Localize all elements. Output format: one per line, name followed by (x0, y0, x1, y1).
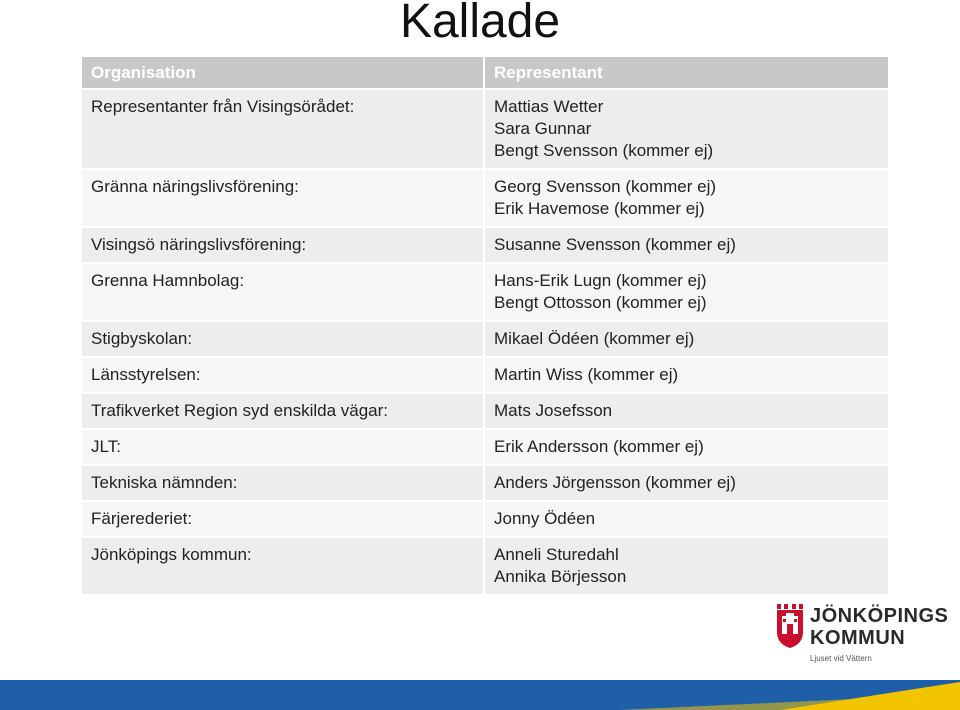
representant-name: Mikael Ödéen (kommer ej) (494, 329, 695, 348)
table-row (81, 263, 889, 321)
organisation-cell: Tekniska nämnden: (81, 465, 484, 501)
representant-name: Martin Wiss (kommer ej) (494, 365, 679, 384)
representant-name: Erik Andersson (kommer ej) (494, 437, 704, 456)
representant-name: Bengt Ottosson (kommer ej) (494, 293, 707, 312)
logo-tagline: Ljuset vid Vättern (810, 654, 872, 663)
representant-name: Mats Josefsson (494, 401, 613, 420)
organisation-cell: Färjerederiet: (81, 501, 484, 537)
representant-name: Bengt Svensson (kommer ej) (494, 141, 714, 160)
representant-cell (484, 89, 889, 169)
representant-cell (484, 321, 889, 357)
organisation-cell: Representanter från Visingsörådet: (81, 89, 484, 169)
logo-line-2: KOMMUN (810, 627, 906, 649)
table-row (81, 501, 889, 537)
representant-name: Anneli Sturedahl (494, 545, 619, 564)
representant-cell (484, 501, 889, 537)
coat-of-arms-icon (776, 604, 804, 648)
header-representant: Representant (484, 56, 889, 89)
representant-name: Sara Gunnar (494, 119, 592, 138)
table-row (81, 393, 889, 429)
representant-name: Mattias Wetter (494, 97, 604, 116)
organisation-cell: Trafikverket Region syd enskilda vägar: (81, 393, 484, 429)
representant-cell (484, 263, 889, 321)
table-row (81, 321, 889, 357)
representant-cell (484, 357, 889, 393)
organisation-cell: Visingsö näringslivsförening: (81, 227, 484, 263)
representant-name: Jonny Ödéen (494, 509, 596, 528)
organisation-cell: Gränna näringslivsförening: (81, 169, 484, 227)
organisation-cell: Stigbyskolan: (81, 321, 484, 357)
organisation-cell: Länsstyrelsen: (81, 357, 484, 393)
representant-name: Susanne Svensson (kommer ej) (494, 235, 736, 254)
representant-cell (484, 429, 889, 465)
table-row (81, 429, 889, 465)
organisation-cell: Jönköpings kommun: (81, 537, 484, 595)
table-row (81, 227, 889, 263)
representatives-table (80, 55, 890, 596)
representant-name: Anders Jörgensson (kommer ej) (494, 473, 736, 492)
organisation-cell: JLT: (81, 429, 484, 465)
table-row (81, 357, 889, 393)
header-organisation: Organisation (81, 56, 484, 89)
representant-cell (484, 169, 889, 227)
representant-cell (484, 227, 889, 263)
table-row (81, 537, 889, 595)
representant-cell (484, 537, 889, 595)
table-body (81, 89, 889, 595)
representant-cell (484, 465, 889, 501)
page-title: Kallade (399, 0, 561, 48)
representant-name: Georg Svensson (kommer ej) (494, 177, 717, 196)
logo-line-1: JÖNKÖPINGS (810, 605, 949, 627)
logo-text (810, 605, 948, 649)
table-row (81, 465, 889, 501)
representant-name: Hans-Erik Lugn (kommer ej) (494, 271, 707, 290)
table-row (81, 89, 889, 169)
organisation-cell: Grenna Hamnbolag: (81, 263, 484, 321)
table-header-row (81, 56, 889, 89)
representant-name: Erik Havemose (kommer ej) (494, 199, 705, 218)
jonkopings-kommun-logo (776, 604, 949, 666)
table-row (81, 169, 889, 227)
representant-cell (484, 393, 889, 429)
representant-name: Annika Börjesson (494, 567, 627, 586)
footer-decorative-bar (0, 680, 960, 710)
